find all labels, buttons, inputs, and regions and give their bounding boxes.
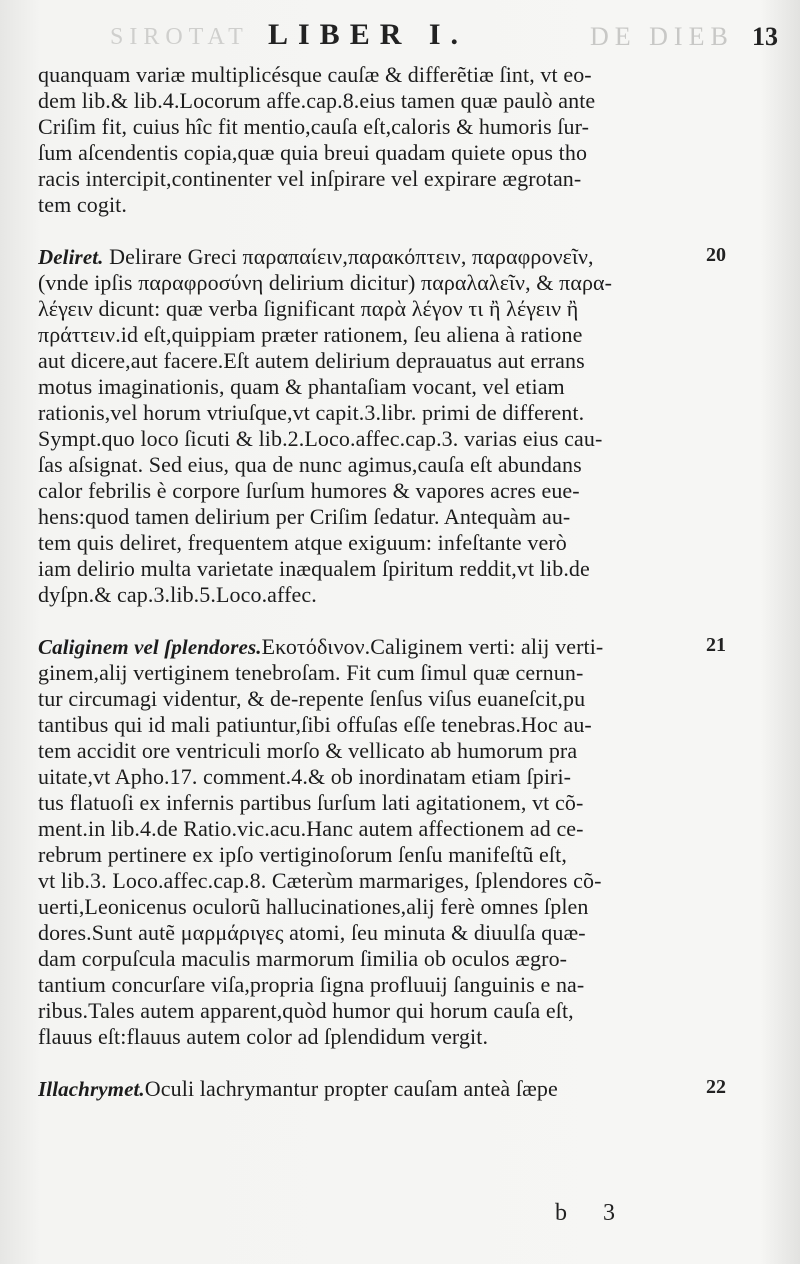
text-line bbox=[38, 114, 700, 140]
line-text: tur circumagi videntur, & de-repente ſenſus viſus euaneſcit,pu bbox=[38, 686, 586, 711]
line-text: λέγειν dicunt: quæ verba ſignificant παρὰ λέγον τι ἢ λέγειν ἢ bbox=[38, 296, 579, 321]
line-text: dam corpuſcula maculis marmorum ſimilia ob oculos ægro- bbox=[38, 946, 568, 971]
text-line bbox=[38, 504, 700, 530]
line-text: tus flatuoſi ex infernis partibus ſurſum lati agitationem, vt cõ- bbox=[38, 790, 584, 815]
text-line bbox=[38, 322, 700, 348]
line-text: uerti,Leonicenus oculorũ hallucinationes,alij ferè omnes ſplen bbox=[38, 894, 589, 919]
line-text: Criſim fit, cuius hîc fit mentio,cauſa eſt,caloris & humoris ſur- bbox=[38, 114, 590, 139]
text-line bbox=[38, 166, 700, 192]
text-line bbox=[38, 374, 700, 400]
line-text: aut dicere,aut facere.Eſt autem delirium deprauatus aut errans bbox=[38, 348, 585, 373]
text-line bbox=[38, 764, 700, 790]
text-line bbox=[38, 842, 700, 868]
signature-mark bbox=[555, 1200, 645, 1227]
text-line bbox=[38, 998, 700, 1024]
signature-letter: b bbox=[555, 1200, 567, 1226]
line-text: dyſpn.& cap.3.lib.5.Loco.affec. bbox=[38, 582, 317, 607]
body-text bbox=[38, 62, 700, 1128]
text-line bbox=[38, 972, 700, 998]
text-line bbox=[38, 738, 700, 764]
text-line bbox=[38, 452, 700, 478]
line-text: ſum aſcendentis copia,quæ quia breui quadam quiete opus tho bbox=[38, 140, 588, 165]
text-line bbox=[38, 660, 700, 686]
line-text: vt lib.3. Loco.affec.cap.8. Cæterùm marmariges, ſplendores cõ- bbox=[38, 868, 602, 893]
paragraph bbox=[38, 62, 700, 218]
line-text: ſas aſsignat. Sed eius, qua de nunc agimus,cauſa eſt abundans bbox=[38, 452, 582, 477]
text-line bbox=[38, 530, 700, 556]
lemma: Illachrymet. bbox=[38, 1077, 145, 1101]
line-text: uitate,vt Apho.17. comment.4.& ob inordinatam etiam ſpiri- bbox=[38, 764, 572, 789]
text-line bbox=[38, 244, 700, 270]
running-head bbox=[0, 10, 800, 60]
lemma: Deliret. bbox=[38, 245, 104, 269]
margin-number: 20 bbox=[706, 244, 726, 266]
text-line bbox=[38, 946, 700, 972]
text-line bbox=[38, 582, 700, 608]
text-line bbox=[38, 556, 700, 582]
text-line bbox=[38, 1024, 700, 1050]
line-text: dores.Sunt autẽ μαρμάριγες atomi, ſeu minuta & diuulſa quæ- bbox=[38, 920, 586, 945]
signature-number: 3 bbox=[603, 1200, 615, 1226]
text-line bbox=[38, 1076, 700, 1102]
text-line bbox=[38, 894, 700, 920]
line-text: motus imaginationis, quam & phantaſiam vocant, vel etiam bbox=[38, 374, 565, 399]
line-text: tantium concurſare viſa,propria ſigna profluuij ſanguinis e na- bbox=[38, 972, 585, 997]
running-head-ghost-right: DE DIEB bbox=[590, 22, 734, 51]
line-text: Oculi lachrymantur propter cauſam anteà ſæpe bbox=[144, 1076, 558, 1101]
text-line bbox=[38, 478, 700, 504]
paragraph bbox=[38, 1076, 700, 1102]
text-line bbox=[38, 296, 700, 322]
line-text: (vnde ipſis παραφροσύνη delirium dicitur) παραλαλεῖν, & παρα- bbox=[38, 270, 613, 295]
text-line bbox=[38, 400, 700, 426]
folio-number: 13 bbox=[752, 22, 778, 51]
line-text: iam delirio multa varietate inæqualem ſpiritum reddit,vt lib.de bbox=[38, 556, 590, 581]
text-line bbox=[38, 192, 700, 218]
line-text: πράττειν.id eſt,quippiam præter rationem, ſeu aliena à ratione bbox=[38, 322, 583, 347]
lemma: Caliginem vel ſplendores. bbox=[38, 635, 262, 659]
line-text: racis intercipit,continenter vel inſpirare vel expirare ægrotan- bbox=[38, 166, 582, 191]
line-text: ginem,alij vertiginem tenebroſam. Fit cum ſimul quæ cernun- bbox=[38, 660, 584, 685]
text-line bbox=[38, 348, 700, 374]
text-line bbox=[38, 634, 700, 660]
margin-number: 22 bbox=[706, 1076, 726, 1098]
paragraph bbox=[38, 244, 700, 608]
line-text: ribus.Tales autem apparent,quòd humor qui horum cauſa eſt, bbox=[38, 998, 574, 1023]
paragraph bbox=[38, 634, 700, 1050]
line-text: Delirare Greci παραπαίειν,παρακόπτειν, παραφρονεῖν, bbox=[103, 244, 594, 269]
line-text: ment.in lib.4.de Ratio.vic.acu.Hanc autem affectionem ad ce- bbox=[38, 816, 584, 841]
running-head-title: LIBER I. bbox=[268, 18, 469, 51]
line-text: Εκοτόδινον.Caliginem verti: alij verti- bbox=[261, 634, 604, 659]
running-head-ghost-left: SIROTAT bbox=[110, 24, 249, 50]
line-text: tem cogit. bbox=[38, 192, 127, 217]
text-line bbox=[38, 686, 700, 712]
line-text: flauus eſt:flauus autem color ad ſplendidum vergit. bbox=[38, 1024, 489, 1049]
line-text: dem lib.& lib.4.Locorum affe.cap.8.eius tamen quæ paulò ante bbox=[38, 88, 596, 113]
text-line bbox=[38, 270, 700, 296]
text-line bbox=[38, 920, 700, 946]
line-text: quanquam variæ multiplicésque cauſæ & differẽtiæ ſint, vt eo- bbox=[38, 62, 592, 87]
text-line bbox=[38, 790, 700, 816]
line-text: calor febrilis è corpore ſurſum humores & vapores acres eue- bbox=[38, 478, 580, 503]
line-text: tem accidit ore ventriculi morſo & vellicato ab humorum pra bbox=[38, 738, 578, 763]
line-text: tem quis deliret, frequentem atque exiguum: infeſtante verò bbox=[38, 530, 567, 555]
text-line bbox=[38, 868, 700, 894]
line-text: tantibus qui id mali patiuntur,ſibi offuſas eſſe tenebras.Hoc au- bbox=[38, 712, 592, 737]
text-line bbox=[38, 816, 700, 842]
line-text: Sympt.quo loco ſicuti & lib.2.Loco.affec.cap.3. varias eius cau- bbox=[38, 426, 603, 451]
line-text: rebrum pertinere ex ipſo vertiginoſorum ſenſu manifeſtũ eſt, bbox=[38, 842, 567, 867]
text-line bbox=[38, 88, 700, 114]
margin-number: 21 bbox=[706, 634, 726, 656]
text-line bbox=[38, 140, 700, 166]
line-text: rationis,vel horum vtriuſque,vt capit.3.libr. primi de different. bbox=[38, 400, 585, 425]
text-line bbox=[38, 62, 700, 88]
line-text: hens:quod tamen delirium per Criſim ſedatur. Antequàm au- bbox=[38, 504, 571, 529]
text-line bbox=[38, 712, 700, 738]
text-line bbox=[38, 426, 700, 452]
